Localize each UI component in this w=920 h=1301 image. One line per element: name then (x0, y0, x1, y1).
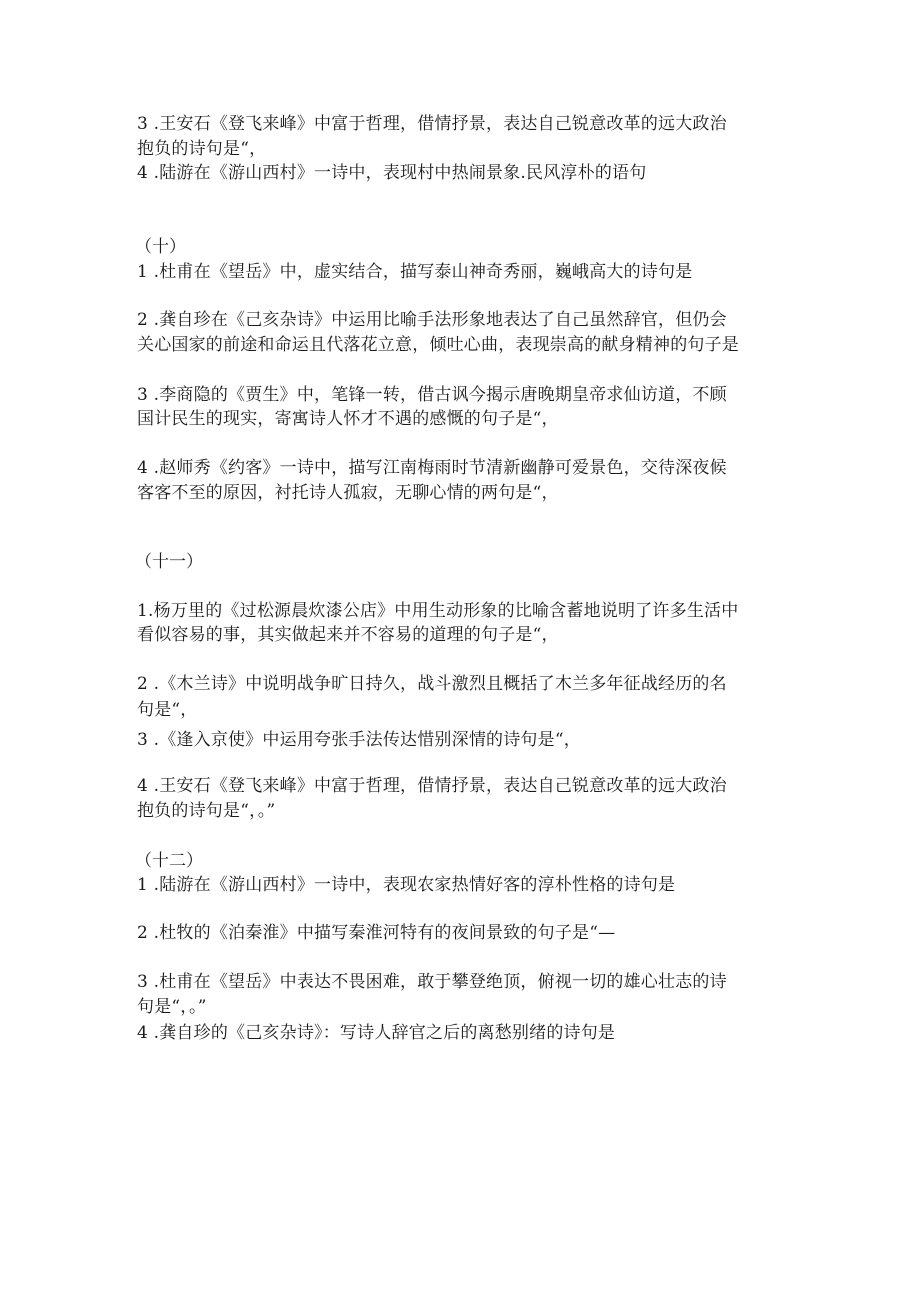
section12-question-4: 4 .龚自珍的《己亥杂诗》：写诗人辞官之后的离愁别绪的诗句是 (137, 1023, 616, 1043)
section10-question-2-line-2: 关心国家的前途和命运且代落花立意，倾吐心曲，表现崇高的献身精神的句子是 (137, 335, 739, 355)
section10-question-3-line-1: 3 .李商隐的《贾生》中，笔锋一转，借古讽今揭示唐晚期皇帝求仙访道，不顾 (137, 385, 727, 405)
section11-question-1-line-1: 1.杨万里的《过松源晨炊漆公店》中用生动形象的比喻含蓄地说明了许多生活中 (137, 601, 739, 621)
question-4-line: 4 .陆游在《游山西村》一诗中，表现村中热闹景象.民风淳朴的语句 (137, 163, 647, 183)
section10-question-1: 1 .杜甫在《望岳》中，虚实结合，描写泰山神奇秀丽，巍峨高大的诗句是 (137, 262, 693, 282)
section11-question-1-line-2: 看似容易的事，其实做起来并不容易的道理的句子是“， (137, 625, 559, 645)
section11-question-4-line-1: 4 .王安石《登飞来峰》中富于哲理，借情抒景，表达自己锐意改革的远大政治 (137, 776, 727, 796)
section10-question-4-line-1: 4 .赵师秀《约客》一诗中，描写江南梅雨时节清新幽静可爱景色，交待深夜候 (137, 458, 727, 478)
question-3-line-1: 3 .王安石《登飞来峰》中富于哲理，借情抒景，表达自己锐意改革的远大政治 (137, 114, 727, 134)
section11-question-2-line-1: 2 .《木兰诗》中说明战争旷日持久，战斗激烈且概括了木兰多年征战经历的名 (137, 674, 727, 694)
question-3-line-2: 抱负的诗句是“， (137, 139, 267, 159)
section10-question-2-line-1: 2 .龚自珍在《己亥杂诗》中运用比喻手法形象地表达了自己虽然辞官，但仍会 (137, 310, 727, 330)
section11-question-3: 3 .《逢入京使》中运用夸张手法传达惜别深情的诗句是“， (137, 730, 581, 750)
section12-question-3-line-1: 3 .杜甫在《望岳》中表达不畏困难，敢于攀登绝顶，俯视一切的雄心壮志的诗 (137, 972, 727, 992)
section11-question-2-line-2: 句是“， (137, 700, 198, 720)
section12-question-1: 1 .陆游在《游山西村》一诗中，表现农家热情好客的淳朴性格的诗句是 (137, 875, 676, 895)
section11-question-4-line-2: 抱负的诗句是“，。” (137, 801, 276, 821)
section12-question-2: 2 .杜牧的《泊秦淮》中描写秦淮河特有的夜间景致的句子是“— (137, 923, 616, 943)
section10-question-4-line-2: 客客不至的原因，衬托诗人孤寂，无聊心情的两句是“， (137, 483, 559, 503)
section-heading-10: （十） (135, 237, 186, 257)
section12-question-3-line-2: 句是“，。” (137, 997, 207, 1017)
section10-question-3-line-2: 国计民生的现实，寄寓诗人怀才不遇的感慨的句子是“， (137, 409, 559, 429)
section-heading-11: （十一） (135, 552, 203, 572)
section-heading-12: （十二） (135, 851, 203, 871)
